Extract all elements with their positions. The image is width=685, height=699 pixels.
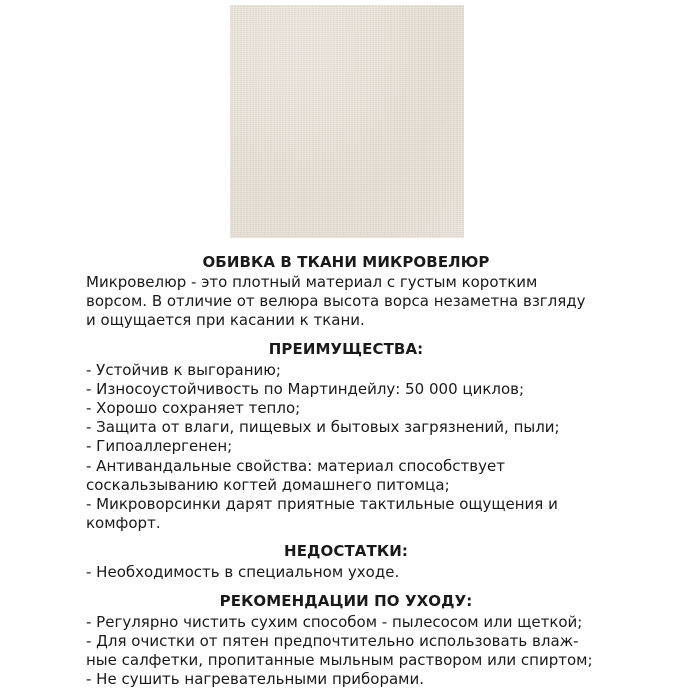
section-title-upholstery: ОБИВКА В ТКАНИ МИКРОВЕЛЮР: [202, 253, 490, 271]
text-line: Микровелюр - это плотный материал с густым коротким: [86, 273, 538, 291]
section-title-advantages: ПРЕИМУЩЕСТВА:: [268, 339, 424, 358]
fabric-swatch-image: [230, 5, 464, 238]
list-item: - Хорошо сохраняет тепло;: [86, 399, 301, 418]
advantages-list: [86, 361, 606, 534]
text-line: ворсом. В отличие от велюра высота ворса незаметна взгляду: [86, 292, 586, 311]
list-item: - Износоустойчивость по Мартиндейлу: 50 000 циклов;: [86, 379, 525, 398]
list-item: - Регулярно чистить сухим способом - пылесосом или щеткой;: [86, 612, 583, 631]
section-title-care: РЕКОМЕНДАЦИИ ПО УХОДУ:: [219, 591, 473, 610]
care-list: [86, 613, 606, 690]
list-item: соскальзыванию когтей домашнего питомца;: [86, 475, 450, 494]
list-item: - Для очистки от пятен предпочтительно использовать влаж-: [86, 631, 579, 650]
list-item: - Защита от влаги, пищевых и бытовых загрязнений, пыли;: [86, 418, 560, 437]
list-item: - Гипоаллергенен;: [86, 437, 233, 456]
list-item: - Необходимость в специальном уходе.: [86, 563, 400, 582]
text-line: и ощущается при касании к ткани.: [86, 311, 365, 330]
list-item: - Антивандальные свойства: материал способствует: [86, 456, 505, 475]
disadvantages-list: [86, 563, 606, 582]
list-item: - Устойчив к выгоранию;: [86, 360, 281, 379]
section-title-disadvantages: НЕДОСТАТКИ:: [284, 542, 408, 561]
list-item: - Микроворсинки дарят приятные тактильные ощущения и: [86, 495, 558, 514]
description-block: [86, 250, 606, 689]
intro-text: [86, 273, 606, 331]
list-item: - Не сушить нагревательными приборами.: [86, 670, 424, 689]
list-item: комфорт.: [86, 514, 161, 533]
list-item: ные салфетки, пропитанные мыльным раствором или спиртом;: [86, 651, 593, 670]
